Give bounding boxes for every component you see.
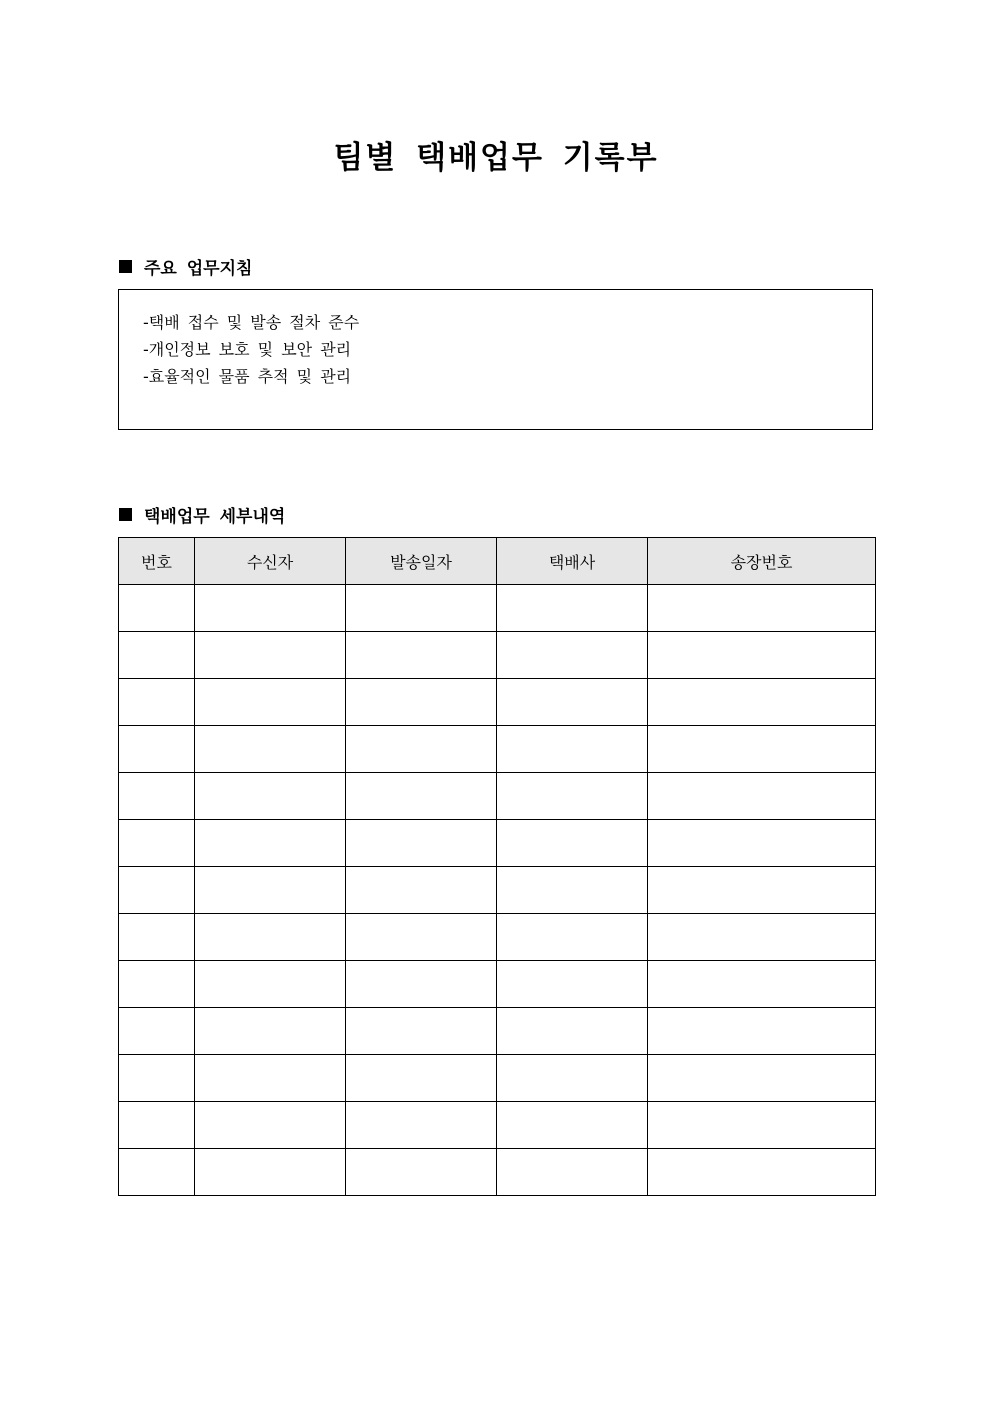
table-row: [119, 773, 876, 820]
table-row: [119, 585, 876, 632]
cell-ship-date[interactable]: [346, 914, 497, 961]
cell-recipient[interactable]: [195, 1008, 346, 1055]
cell-tracking-number[interactable]: [648, 585, 876, 632]
cell-tracking-number[interactable]: [648, 679, 876, 726]
cell-number[interactable]: [119, 914, 195, 961]
cell-recipient[interactable]: [195, 1149, 346, 1196]
cell-number[interactable]: [119, 585, 195, 632]
cell-ship-date[interactable]: [346, 1008, 497, 1055]
cell-tracking-number[interactable]: [648, 726, 876, 773]
cell-recipient[interactable]: [195, 1102, 346, 1149]
records-table: [118, 537, 876, 1196]
column-header-ship-date: 발송일자: [346, 538, 497, 585]
cell-courier[interactable]: [497, 867, 648, 914]
cell-tracking-number[interactable]: [648, 1055, 876, 1102]
cell-recipient[interactable]: [195, 585, 346, 632]
table-header-row: [119, 538, 876, 585]
cell-tracking-number[interactable]: [648, 914, 876, 961]
cell-courier[interactable]: [497, 632, 648, 679]
column-header-number: 번호: [119, 538, 195, 585]
cell-courier[interactable]: [497, 1102, 648, 1149]
cell-number[interactable]: [119, 820, 195, 867]
cell-courier[interactable]: [497, 585, 648, 632]
cell-recipient[interactable]: [195, 867, 346, 914]
cell-number[interactable]: [119, 632, 195, 679]
cell-tracking-number[interactable]: [648, 961, 876, 1008]
cell-ship-date[interactable]: [346, 1055, 497, 1102]
cell-ship-date[interactable]: [346, 773, 497, 820]
cell-ship-date[interactable]: [346, 1149, 497, 1196]
cell-recipient[interactable]: [195, 961, 346, 1008]
cell-recipient[interactable]: [195, 773, 346, 820]
cell-tracking-number[interactable]: [648, 820, 876, 867]
cell-recipient[interactable]: [195, 726, 346, 773]
table-row: [119, 1102, 876, 1149]
cell-ship-date[interactable]: [346, 726, 497, 773]
records-body: [119, 585, 876, 1196]
table-row: [119, 1008, 876, 1055]
cell-ship-date[interactable]: [346, 867, 497, 914]
page-title: 팀별 택배업무 기록부: [333, 140, 659, 176]
cell-courier[interactable]: [497, 1055, 648, 1102]
guideline-item: -택배 접수 및 발송 절차 준수: [143, 313, 360, 332]
cell-ship-date[interactable]: [346, 1102, 497, 1149]
cell-tracking-number[interactable]: [648, 1149, 876, 1196]
guidelines-heading-label: 주요 업무지침: [144, 259, 253, 279]
cell-courier[interactable]: [497, 961, 648, 1008]
table-row: [119, 914, 876, 961]
column-header-recipient: 수신자: [195, 538, 346, 585]
guideline-item: -개인정보 보호 및 보안 관리: [143, 340, 352, 359]
cell-number[interactable]: [119, 1055, 195, 1102]
cell-recipient[interactable]: [195, 632, 346, 679]
cell-recipient[interactable]: [195, 679, 346, 726]
table-row: [119, 1055, 876, 1102]
cell-tracking-number[interactable]: [648, 1008, 876, 1055]
cell-courier[interactable]: [497, 726, 648, 773]
cell-ship-date[interactable]: [346, 961, 497, 1008]
cell-tracking-number[interactable]: [648, 867, 876, 914]
cell-tracking-number[interactable]: [648, 632, 876, 679]
table-row: [119, 820, 876, 867]
cell-number[interactable]: [119, 1008, 195, 1055]
cell-recipient[interactable]: [195, 1055, 346, 1102]
square-bullet-icon: [119, 508, 132, 521]
table-row: [119, 961, 876, 1008]
table-row: [119, 679, 876, 726]
guidelines-heading: [119, 254, 252, 279]
cell-courier[interactable]: [497, 773, 648, 820]
cell-number[interactable]: [119, 679, 195, 726]
cell-number[interactable]: [119, 726, 195, 773]
column-header-tracking-number: 송장번호: [648, 538, 876, 585]
cell-ship-date[interactable]: [346, 820, 497, 867]
cell-number[interactable]: [119, 773, 195, 820]
cell-number[interactable]: [119, 1149, 195, 1196]
cell-ship-date[interactable]: [346, 585, 497, 632]
square-bullet-icon: [119, 260, 132, 273]
cell-recipient[interactable]: [195, 820, 346, 867]
table-row: [119, 726, 876, 773]
cell-number[interactable]: [119, 961, 195, 1008]
cell-courier[interactable]: [497, 679, 648, 726]
cell-ship-date[interactable]: [346, 632, 497, 679]
cell-number[interactable]: [119, 1102, 195, 1149]
cell-tracking-number[interactable]: [648, 773, 876, 820]
guidelines-box: [118, 289, 873, 430]
cell-courier[interactable]: [497, 820, 648, 867]
cell-ship-date[interactable]: [346, 679, 497, 726]
cell-recipient[interactable]: [195, 914, 346, 961]
details-heading-label: 택배업무 세부내역: [144, 507, 286, 527]
guideline-item: -효율적인 물품 추적 및 관리: [143, 367, 352, 386]
cell-courier[interactable]: [497, 1008, 648, 1055]
cell-tracking-number[interactable]: [648, 1102, 876, 1149]
column-header-courier: 택배사: [497, 538, 648, 585]
table-row: [119, 867, 876, 914]
cell-number[interactable]: [119, 867, 195, 914]
table-row: [119, 632, 876, 679]
cell-courier[interactable]: [497, 914, 648, 961]
table-row: [119, 1149, 876, 1196]
cell-courier[interactable]: [497, 1149, 648, 1196]
details-heading: [119, 502, 285, 527]
